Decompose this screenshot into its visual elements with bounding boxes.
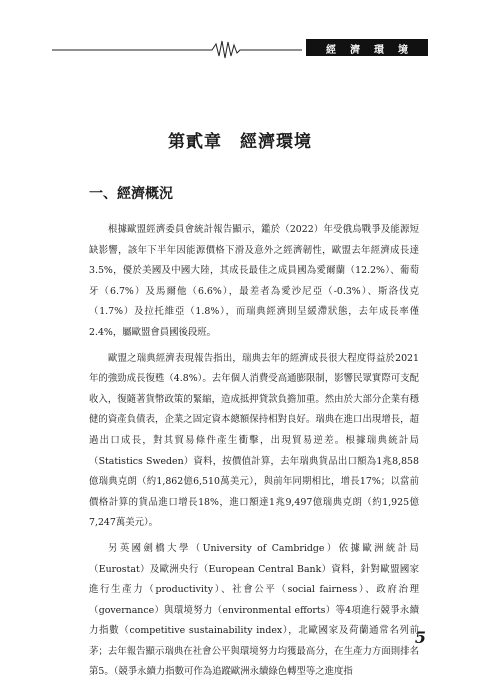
header-title-box xyxy=(306,39,428,56)
body-text xyxy=(89,220,419,688)
paragraph: 根據歐盟經濟委員會統計報告顯示，鑑於（2022）年受俄烏戰爭及能源短缺影響，該年下半年因能源價格下滑及意外之經濟韌性，歐盟去年經濟成長達3.5%，優於美國及中國大陸，其成長最佳之成員國為愛爾蘭（12.2%）、葡萄牙（6.7%）及馬爾他（6.6%），最差者為愛沙尼亞（-0.3%）、斯洛伐克（1.7%）及拉托維亞（1.8%），而瑞典經濟則呈緩滯狀態，去年成長率僅2.4%，屬歐盟會員國後段班。 xyxy=(89,224,419,338)
running-header xyxy=(52,36,428,62)
chapter-title: 第貳章 經濟環境 xyxy=(168,132,312,152)
section-heading: 一、經濟概況 xyxy=(89,186,173,202)
paragraph: 歐盟之瑞典經濟表現報告指出，瑞典去年的經濟成長很大程度得益於2021年的強勁成長復甦（4.8%）。去年個人消費受高通膨限制，影響民眾實際可支配收入，復隨著貨幣政策的緊縮，造成抵押貸款負擔加重。然由於大部分企業有穩健的資產負債表，企業之固定資本總額保持相對良好。瑞典在進口出現增長，超過出口成長，對其貿易條件產生衝擊，出現貿易逆差。根據瑞典統計局（Statistics Sweden）資料，按價值計算，去年瑞典貨品出口額為1兆8,858億瑞典克朗（約1,862億6,510萬美元），與前年同期相比，增長17%；以當前價格計算的貨品進口增長18%，進口額達1兆9,497億瑞典克朗（約1,925億7,247萬美元）。 xyxy=(89,352,419,529)
header-title: 經濟環境 xyxy=(326,45,422,56)
page-number: 5 xyxy=(414,628,426,647)
paragraph: 另英國劍橋大學（University of Cambridge）依據歐洲統計局（Eurostat）及歐洲央行（European Central Bank）資料，針對歐盟國家進行生產力（productivity）、社會公平（social fairness）、政府治理（governance）與環境努力（environmental efforts）等4項進行競爭永續力指數（competitive sustainability index），北歐國家及荷蘭通常名列前茅；去年報告顯示瑞典在社會公平與環境努力均獲最高分，在生產力方面則排名第5。（競爭永續力指數可作為追蹤歐洲永續綠色轉型等之進度指 xyxy=(89,542,419,678)
